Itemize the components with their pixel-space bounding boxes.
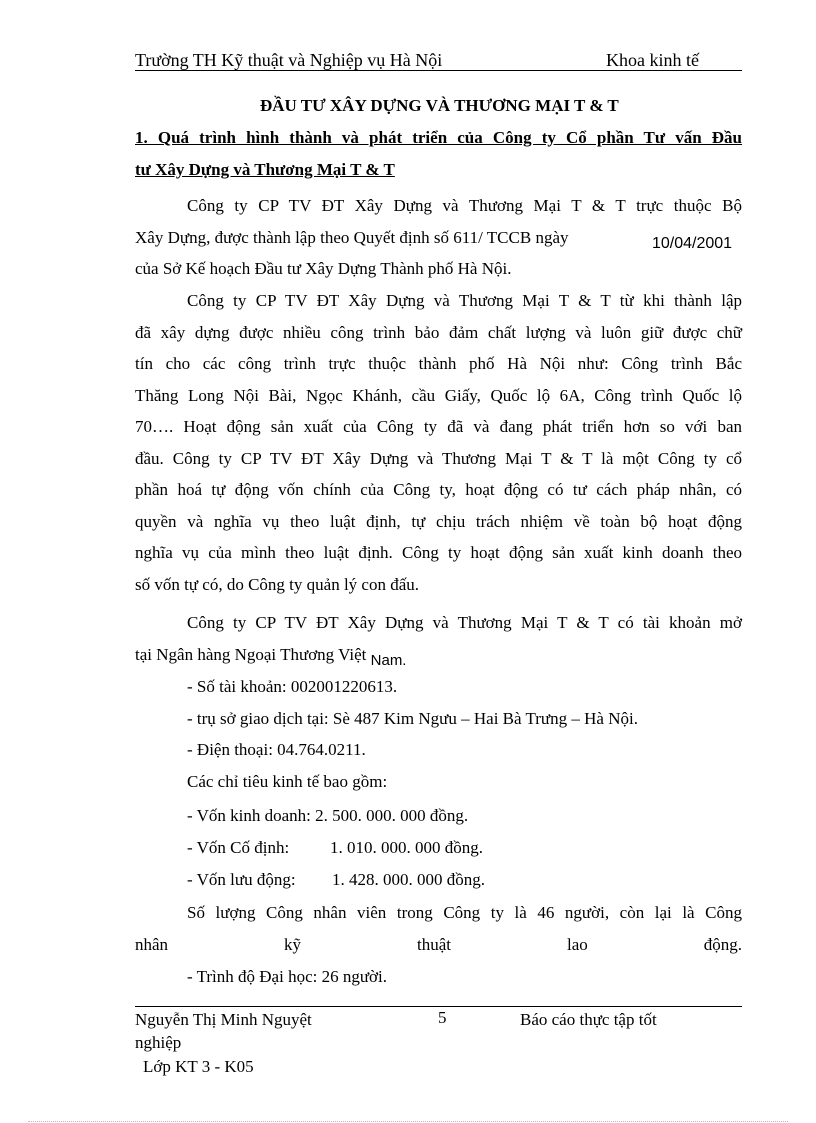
paragraph-1-line3: của Sở Kế hoạch Đầu tư Xây Dựng Thành phố Hà Nội. xyxy=(135,259,512,278)
indicator-working-capital xyxy=(187,864,485,896)
indicator-label: - Vốn kinh doanh: xyxy=(187,806,316,825)
paragraph-3-line1: Công ty CP TV ĐT Xây Dựng và Thương Mại T & T có tài khoản mở xyxy=(187,613,742,632)
paragraph-1-line1: Công ty CP TV ĐT Xây Dựng và Thương Mại T & T trực thuộc Bộ xyxy=(187,196,742,215)
section-heading-line1-text: 1. Quá trình hình thành và phát triển của Công ty Cổ phần Tư vấn Đầu xyxy=(135,128,742,147)
paragraph-2-line: 70…. Hoạt động sản xuất của Công ty đã và đang phát triển hơn so với ban xyxy=(135,417,742,436)
paragraph-2-line: quyền và nghĩa vụ theo luật định, tự chịu trách nhiệm về toàn bộ hoạt động xyxy=(135,511,742,531)
indicator-business-capital xyxy=(187,800,468,832)
footer-author: Nguyễn Thị Minh Nguyệt xyxy=(135,1010,312,1029)
account-info xyxy=(187,671,638,797)
paragraph-2-line: nghĩa vụ của mình theo luật định. Công ty hoạt động sản xuất kinh doanh theo xyxy=(135,543,742,562)
header-faculty: Khoa kinh tế xyxy=(606,50,699,70)
section-heading-line1 xyxy=(135,128,742,148)
indicator-fixed-capital xyxy=(187,832,483,864)
indicator-label: - Vốn Cố định: xyxy=(187,838,290,857)
office-address: - trụ sở giao dịch tại: Sè 487 Kim Ngưu – Hai Bà Trưng – Hà Nội. xyxy=(187,708,638,728)
paragraph-1-date: 10/04/2001 xyxy=(652,234,733,252)
paragraph-1-line2-text: Xây Dựng, được thành lập theo Quyết định số 611/ TCCB ngày xyxy=(135,227,569,247)
footer-divider xyxy=(135,1006,742,1007)
education-line: - Trình độ Đại học: 26 người. xyxy=(187,967,388,986)
header-divider xyxy=(135,70,742,71)
paragraph-2-line: phần hoá tự động vốn chính của Công ty, hoạt động có tư cách pháp nhân, có xyxy=(135,480,742,499)
paragraph-3-line2-text: tại Ngân hàng Ngoại Thương Việt xyxy=(135,644,367,664)
paragraph-1 xyxy=(135,190,742,285)
paragraph-3-line2-end: Nam. xyxy=(370,651,407,669)
paragraph-2-line: tín cho các công trình trực thuộc thành phố Hà Nội như: Công trình Bắc xyxy=(135,354,742,373)
footer-report-cont: nghiệp xyxy=(135,1033,182,1052)
paragraph-2-line: số vốn tự có, do Công ty quản lý con đấu. xyxy=(135,574,420,594)
paragraph-2 xyxy=(135,285,742,600)
paragraph-2-line: Công ty CP TV ĐT Xây Dựng và Thương Mại T & T từ khi thành lập xyxy=(187,291,742,310)
indicator-value: 1. 010. 000. 000 đồng. xyxy=(330,838,483,857)
indicator-value: 1. 428. 000. 000 đồng. xyxy=(332,870,485,889)
footer-report: Báo cáo thực tập tốt xyxy=(520,1010,657,1029)
paragraph-4-line1: Số lượng Công nhân viên trong Công ty là 46 người, còn lại là Công xyxy=(187,903,742,922)
paragraph-2-line: đầu. Công ty CP TV ĐT Xây Dựng và Thương Mại T & T là một Công ty cổ xyxy=(135,448,742,468)
paragraph-1-line2 xyxy=(135,222,742,254)
header-school: Trường TH Kỹ thuật và Nghiệp vụ Hà Nội xyxy=(135,50,443,70)
paragraph-3-line2 xyxy=(135,639,742,672)
paragraph-4 xyxy=(135,897,742,960)
page-title: ĐẦU TƯ XÂY DỰNG VÀ THƯƠNG MẠI T & T xyxy=(260,96,619,115)
indicators-heading: Các chỉ tiêu kinh tế bao gồm: xyxy=(187,771,388,791)
paragraph-2-line: Thăng Long Nội Bài, Ngọc Khánh, cầu Giấy, Quốc lộ 6A, Công trình Quốc lộ xyxy=(135,385,742,405)
footer-class: Lớp KT 3 - K05 xyxy=(143,1057,254,1076)
footer-page-number: 5 xyxy=(438,1008,447,1027)
indicator-value: 2. 500. 000. 000 đồng. xyxy=(315,806,469,825)
account-number: - Số tài khoản: 002001220613. xyxy=(187,677,398,696)
indicator-label: - Vốn lưu động: xyxy=(187,870,296,889)
phone-number: - Điện thoại: 04.764.0211. xyxy=(187,740,366,759)
page-bottom-divider xyxy=(28,1121,788,1122)
paragraph-4-line2: nhân kỹ thuật lao động. xyxy=(135,934,742,954)
section-heading-line2: tư Xây Dựng và Thương Mại T & T xyxy=(135,160,395,179)
paragraph-2-line: đã xây dựng được nhiều công trình bảo đảm chất lượng và luôn giữ được chữ xyxy=(135,322,742,342)
paragraph-3 xyxy=(135,607,742,671)
